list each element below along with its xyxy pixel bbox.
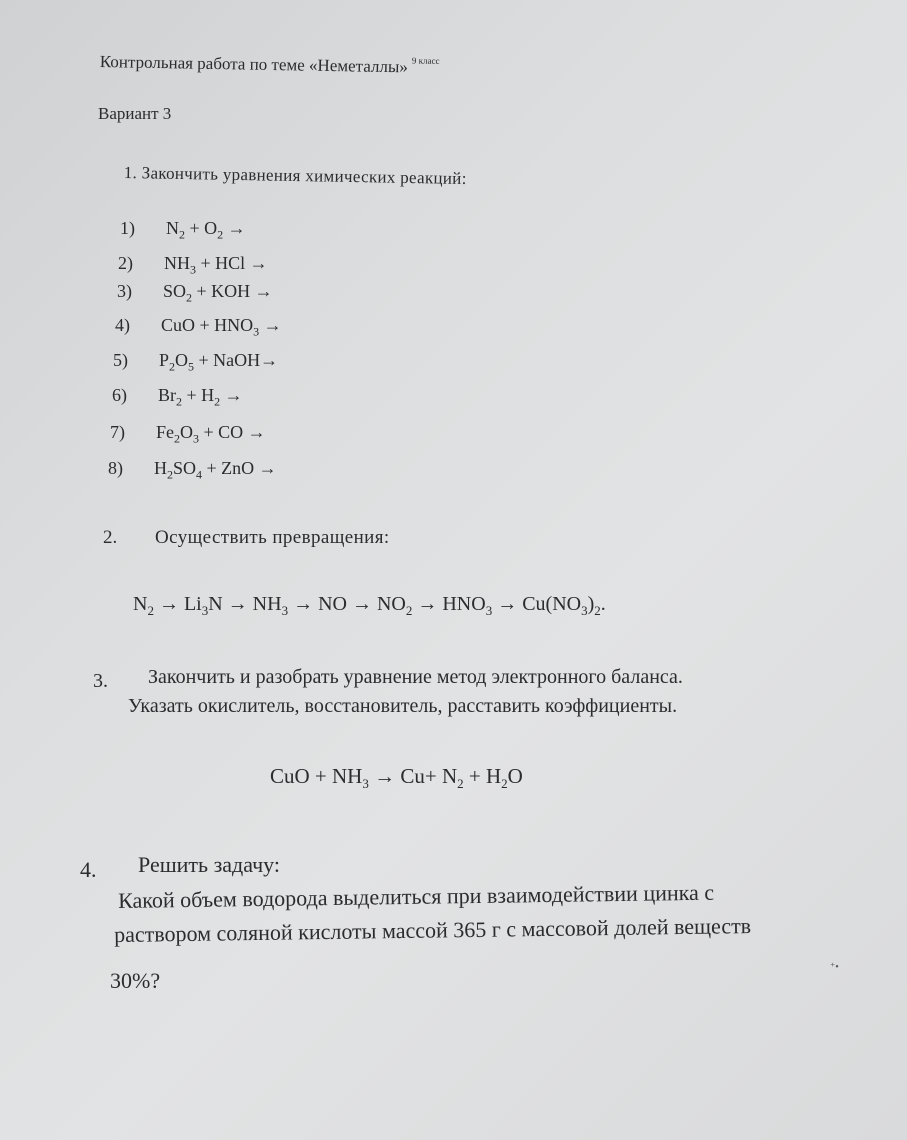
equation-text: $N_2 + O_2$ →	[166, 218, 246, 242]
task-line-1: Какой объем водорода выделиться при взаимодействии цинка с	[118, 879, 715, 913]
transformation-chain: $N_2 \to Li_3N \to NH_3$ → NO → $NO_2 \to HNO_3 \to Cu(NO_3)_2$.	[133, 593, 606, 618]
equation-row	[118, 253, 268, 278]
equation-number: 7)	[110, 422, 125, 442]
equation-text: $NH_3$ + HCl →	[164, 253, 268, 277]
balance-equation: CuO + $NH_3 \to Cu+ N_2 + H_2O$	[270, 764, 523, 792]
equation-number: 1)	[120, 218, 135, 238]
question-4-title: Решить задачу:	[138, 852, 280, 877]
variant-label: Вариант 3	[98, 104, 172, 123]
question-2-title: Осуществить превращения:	[155, 527, 390, 548]
question-1-title: 1. Закончить уравнения химических реакций:	[123, 163, 467, 188]
question-4-number: 4.	[80, 857, 97, 882]
equation-number: 3)	[117, 281, 132, 301]
question-3-line-1: Закончить и разобрать уравнение метод электронного баланса.	[148, 666, 683, 688]
equation-number: 5)	[113, 350, 128, 370]
question-2-number: 2.	[103, 527, 118, 548]
equation-row	[117, 281, 273, 306]
page-title	[100, 52, 440, 78]
title-text: Контрольная работа по теме «Неметаллы»	[99, 52, 409, 77]
equation-text: $Fe_2O_3$ + CO →	[156, 422, 266, 446]
equation-row	[115, 315, 282, 340]
equation-row	[110, 422, 266, 447]
equation-text: $H_2SO_4$ + ZnO →	[154, 458, 277, 482]
equation-text: $Br_2 + H_2$ →	[158, 385, 243, 409]
equation-text: CuO + $HNO_3$ →	[161, 315, 282, 339]
equation-row	[112, 385, 243, 410]
equation-number: 2)	[118, 253, 133, 273]
equation-number: 8)	[108, 458, 123, 478]
equation-row	[113, 350, 278, 375]
equation-row	[120, 218, 246, 243]
paper-speck: ⁺•	[830, 962, 839, 973]
task-line-3: 30%?	[110, 968, 161, 993]
question-3-line-2: Указать окислитель, восстановитель, расставить коэффициенты.	[128, 695, 678, 717]
grade-label: 9 класс	[411, 55, 440, 66]
equation-row	[108, 458, 277, 483]
task-line-2: раствором соляной кислоты массой 365 г с массовой долей веществ	[114, 913, 752, 947]
equation-number: 6)	[112, 385, 127, 405]
equation-number: 4)	[115, 315, 130, 335]
equation-text: $P_2O_5$ + NaOH→	[159, 350, 279, 374]
question-3-number: 3.	[93, 670, 108, 692]
equation-text: $SO_2$ + KOH →	[163, 281, 273, 305]
